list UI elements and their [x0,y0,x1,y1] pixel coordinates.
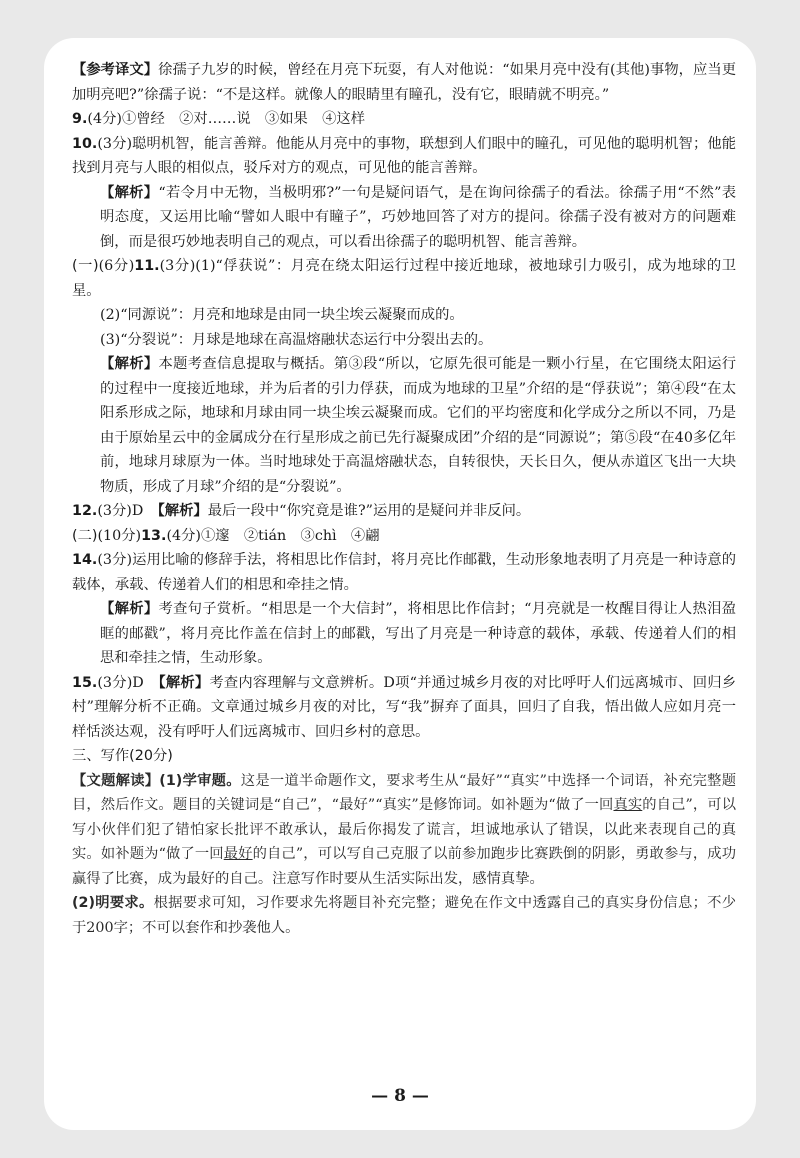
part1-score: (6分) [98,258,135,274]
q13-text: (4分)①邃 ②tián ③chì ④翩 [166,527,380,544]
writing-step1-label: (1)学审题。 [159,772,241,789]
q10-analysis-tag: 【解析】 [100,184,159,201]
q15-number: 15. [72,674,98,691]
q10 [72,132,736,181]
writing-underlined-word-1: 真实 [613,797,643,813]
ref-translation [72,58,736,107]
part2-score: (10分) [97,527,142,544]
q15 [72,671,736,745]
q13 [72,524,736,549]
q11-analysis [72,352,736,499]
answer-content [72,58,736,940]
q15-analysis-text: 考查内容理解与文意辨析。D项“并通过城乡月夜的对比呼吁人们远离城市、回归乡村”理解分析不正确。文章通过城乡月夜的对比，写“我”摒弃了面具，回归了自我，悟出做人应如月亮一样恬淡达观，没有呼吁人们远离城市、回归乡村的意思。 [72,674,736,740]
q15-text: (3分)D [97,674,144,691]
writing-step1-text-b: 的自己”，可以写小伙伴们犯了错怕家长批评不敢承认，最后你揭发了谎言，坦诚地承认了错误，以此来表现自己的真实。如补题为“做了一回 [72,797,737,862]
q12-analysis-tag: 【解析】 [157,503,208,519]
q15-analysis-tag: 【解析】 [158,674,210,691]
writing-step2-text: 根据要求可知，习作要求先将题目补充完整；避免在作文中透露自己的真实身份信息；不少于200字；不可以套作和抄袭他人。 [72,895,737,936]
q11-answer-1: (3分)(1)“俘获说”：月亮在绕太阳运行过程中接近地球，被地球引力吸引，成为地球的卫星。 [72,258,737,299]
q9-number: 9. [72,111,88,127]
q11-number: 11. [134,258,160,274]
writing-underlined-word-2: 最好 [223,846,253,862]
q11-answer-2: (2)“同源说”：月亮和地球是由同一块尘埃云凝聚而成的。 [100,307,464,323]
q11-analysis-tag: 【解析】 [100,356,159,372]
writing-step1-text-a: 这是一道半命题作文，要求考生从“最好”“真实”中选择一个词语，补充完整题目，然后作文。题目的关键词是“自己”，“最好”“真实”是修饰词。如补题为“做了一回 [72,772,737,813]
ref-translation-tag: 【参考译文】 [72,62,159,78]
q11-answer-3: (3)“分裂说”：月球是地球在高温熔融状态运行中分裂出去的。 [100,331,493,348]
q12-analysis-text: 最后一段中“你究竟是谁?”运用的是疑问并非反问。 [207,503,531,519]
q14-analysis [72,597,736,671]
q14-number: 14. [72,552,98,568]
q9-text: (4分)①曾经 ②对……说 ③如果 ④这样 [87,111,365,127]
writing-heading: 三、写作(20分) [72,748,173,764]
writing-step2-label: (2)明要求。 [72,895,154,911]
writing-analysis-2 [72,891,736,940]
q10-number: 10. [72,135,98,152]
writing-analysis-1 [72,769,736,892]
q10-analysis-text: “若令月中无物，当极明邪?”一句是疑问语气，是在询问徐孺子的看法。徐孺子用“不然”表明态度，又运用比喻“譬如人眼中有瞳子”，巧妙地回答了对方的提问。徐孺子没有被对方的问题难倒，而是很巧妙地表明自己的观点，可以看出徐孺子的聪明机智、能言善辩。 [100,184,737,250]
q11 [72,254,736,303]
q14-text: (3分)运用比喻的修辞手法，将相思比作信封，将月亮比作邮戳，生动形象地表明了月亮是一种诗意的载体，承载、传递着人们的相思和牵挂之情。 [72,552,736,593]
q12 [72,499,736,524]
q12-number: 12. [72,503,98,519]
ref-translation-text: 徐孺子九岁的时候，曾经在月亮下玩耍，有人对他说：“如果月亮中没有(其他)事物，应当更加明亮吧?”徐孺子说：“不是这样。就像人的眼睛里有瞳孔，没有它，眼睛就不明亮。” [72,62,736,103]
writing-step1-text-c: 的自己”，可以写自己克服了以前参加跑步比赛跌倒的阴影，勇敢参与，成功赢得了比赛，成为最好的自己。注意写作时要从生活实际出发，感情真挚。 [72,846,736,887]
q13-number: 13. [141,527,167,544]
part1-label: (一) [72,258,99,274]
q12-text: (3分)D [97,503,144,519]
page-number: — 8 — [371,1086,429,1106]
q10-text: (3分)聪明机智，能言善辩。他能从月亮中的事物，联想到人们眼中的瞳孔，可见他的聪明机智；他能找到月亮与人眼的相似点，驳斥对方的观点，可见他的能言善辩。 [72,135,736,176]
q14-analysis-text: 考查句子赏析。“相思是一个大信封”，将相思比作信封；“月亮就是一枚醒目得让人热泪盈眶的邮戳”，将月亮比作盖在信封上的邮戳，写出了月亮是一种诗意的载体，承载、传递着人们的相思和牵挂之情，生动形象。 [100,601,736,666]
q14 [72,548,736,597]
q10-analysis [72,181,736,255]
part2-label: (二) [72,527,98,544]
q9 [72,107,736,132]
writing-analysis-tag: 【文题解读】 [72,772,160,789]
q14-analysis-tag: 【解析】 [100,601,159,617]
q11-analysis-text: 本题考查信息提取与概括。第③段“所以，它原先很可能是一颗小行星，在它围绕太阳运行的过程中一度接近地球，并为后者的引力俘获，而成为地球的卫星”介绍的是“俘获说”；第④段“在太阳系形成之际，地球和月球由同一块尘埃云凝聚而成。它们的平均密度和化学成分之所以不同，乃是由于原始星云中的金属成分在行星形成之前已先行凝聚成团”介绍的是“同源说”；第⑤段“在40多亿年前，地球月球原为一体。当时地球处于高温熔融状态，自转很快，天长日久，便从赤道区飞出一大块物质，形成了月球”介绍的是“分裂说”。 [100,356,736,495]
